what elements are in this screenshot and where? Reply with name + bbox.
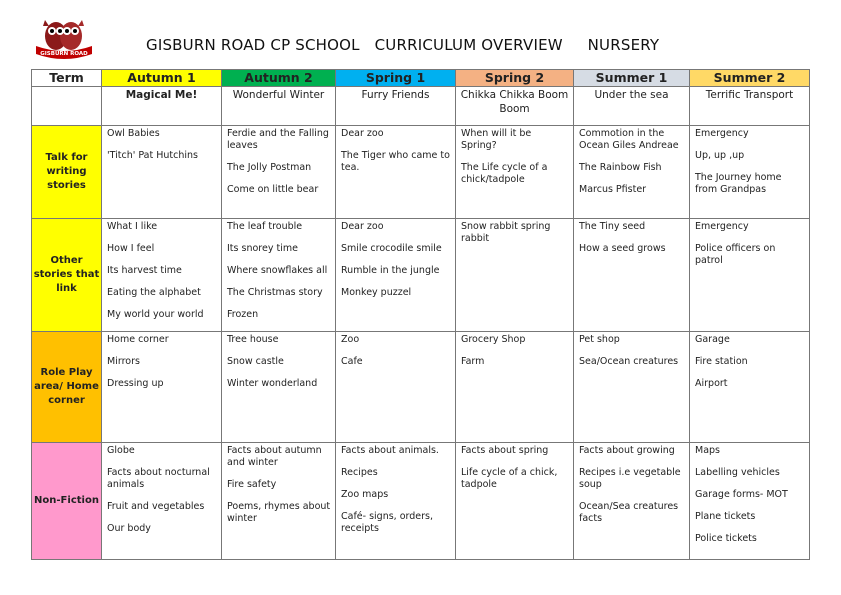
list-item: Emergency [695, 128, 749, 139]
list-item: Where snowflakes all [227, 265, 328, 276]
term-spring-1: Spring 1 [336, 70, 456, 87]
list-item: The Life cycle of a chick/tadpole [461, 162, 548, 185]
list-item: Garage [695, 334, 730, 345]
list-item: My world your world [107, 309, 204, 320]
list-item: Fire station [695, 356, 748, 367]
list-item: The leaf trouble [227, 221, 303, 232]
list-item: Dear zoo [341, 221, 384, 232]
list-item: Smile crocodile smile [341, 243, 442, 254]
list-item: Plane tickets [695, 511, 756, 522]
table-cell [336, 332, 456, 443]
table-cell [222, 443, 336, 560]
table-cell [222, 126, 336, 219]
table-cell [102, 443, 222, 560]
list-item: Its snorey time [227, 243, 298, 254]
list-item: Its harvest time [107, 265, 182, 276]
table-cell [222, 219, 336, 332]
list-item: Garage forms- MOT [695, 489, 788, 500]
table-row [32, 443, 810, 560]
term-header-row [32, 70, 810, 87]
table-cell [456, 126, 574, 219]
curriculum-table [31, 69, 810, 560]
term-spring-2: Spring 2 [456, 70, 574, 87]
list-item: Eating the alphabet [107, 287, 201, 298]
theme-cell: Under the sea [574, 87, 690, 126]
list-item: The Christmas story [227, 287, 323, 298]
theme-cell: Wonderful Winter [222, 87, 336, 126]
table-cell [574, 332, 690, 443]
term-autumn-1: Autumn 1 [102, 70, 222, 87]
list-item: How a seed grows [579, 243, 666, 254]
list-item: Farm [461, 356, 485, 367]
list-item: Dear zoo [341, 128, 384, 139]
theme-cell: Chikka Chikka Boom Boom [456, 87, 574, 126]
list-item: Rumble in the jungle [341, 265, 440, 276]
table-cell [336, 219, 456, 332]
theme-cell: Furry Friends [336, 87, 456, 126]
list-item: Cafe [341, 356, 363, 367]
theme-cell: Magical Me! [102, 87, 222, 126]
page-title: GISBURN ROAD CP SCHOOL CURRICULUM OVERVIEW NURSERY [146, 36, 660, 54]
list-item: Winter wonderland [227, 378, 318, 389]
list-item: How I feel [107, 243, 155, 254]
list-item: Up, up ,up [695, 150, 745, 161]
table-row [32, 332, 810, 443]
list-item: Marcus Pfister [579, 184, 647, 195]
school-logo [30, 12, 98, 68]
table-cell [102, 332, 222, 443]
list-item: Facts about autumn and winter [227, 445, 322, 468]
theme-row [32, 87, 810, 126]
list-item: Fire safety [227, 479, 277, 490]
list-item: Recipes [341, 467, 378, 478]
table-row [32, 126, 810, 219]
table-cell [574, 219, 690, 332]
term-autumn-2: Autumn 2 [222, 70, 336, 87]
row-label: Non-Fiction [32, 443, 102, 560]
list-item: Come on little bear [227, 184, 319, 195]
list-item: Snow rabbit spring rabbit [461, 221, 551, 244]
list-item: The Jolly Postman [227, 162, 312, 173]
list-item: The Rainbow Fish [579, 162, 662, 173]
list-item: 'Titch' Pat Hutchins [107, 150, 198, 161]
list-item: Facts about nocturnal animals [107, 467, 210, 490]
term-header: Term [32, 70, 102, 87]
list-item: Fruit and vegetables [107, 501, 205, 512]
list-item: Zoo [341, 334, 360, 345]
table-cell [690, 332, 810, 443]
list-item: Monkey puzzel [341, 287, 412, 298]
list-item: Commotion in the Ocean Giles Andreae [579, 128, 679, 151]
logo-text: GISBURN ROAD [40, 51, 88, 57]
list-item: Home corner [107, 334, 169, 345]
list-item: What I like [107, 221, 158, 232]
table-cell [336, 126, 456, 219]
list-item: Poems, rhymes about winter [227, 501, 331, 524]
list-item: Ocean/Sea creatures facts [579, 501, 679, 524]
table-cell [574, 443, 690, 560]
list-item: Mirrors [107, 356, 140, 367]
list-item: Tree house [227, 334, 279, 345]
list-item: When will it be Spring? [461, 128, 532, 151]
list-item: Snow castle [227, 356, 284, 367]
table-cell [574, 126, 690, 219]
table-cell [690, 443, 810, 560]
row-label: Other stories that link [32, 219, 102, 332]
table-cell [222, 332, 336, 443]
list-item: Ferdie and the Falling leaves [227, 128, 329, 151]
table-row [32, 219, 810, 332]
list-item: Sea/Ocean creatures [579, 356, 679, 367]
row-label: Role Play area/ Home corner [32, 332, 102, 443]
theme-cell: Terrific Transport [690, 87, 810, 126]
list-item: Facts about spring [461, 445, 549, 456]
term-summer-2: Summer 2 [690, 70, 810, 87]
list-item: The Tiger who came to tea. [341, 150, 450, 173]
theme-empty [32, 87, 102, 126]
list-item: Life cycle of a chick, tadpole [461, 467, 558, 490]
table-cell [456, 219, 574, 332]
list-item: The Journey home from Grandpas [695, 172, 782, 195]
table-cell [456, 443, 574, 560]
list-item: Café- signs, orders, receipts [341, 511, 434, 534]
list-item: Emergency [695, 221, 749, 232]
list-item: Frozen [227, 309, 259, 320]
list-item: Globe [107, 445, 135, 456]
list-item: Maps [695, 445, 720, 456]
list-item: Pet shop [579, 334, 620, 345]
list-item: Dressing up [107, 378, 164, 389]
list-item: Zoo maps [341, 489, 389, 500]
list-item: The Tiny seed [579, 221, 646, 232]
list-item: Labelling vehicles [695, 467, 780, 478]
list-item: Facts about growing [579, 445, 675, 456]
list-item: Our body [107, 523, 151, 534]
term-summer-1: Summer 1 [574, 70, 690, 87]
table-cell [456, 332, 574, 443]
table-cell [102, 126, 222, 219]
table-cell [690, 126, 810, 219]
list-item: Grocery Shop [461, 334, 526, 345]
row-label: Talk for writing stories [32, 126, 102, 219]
table-cell [336, 443, 456, 560]
table-cell [102, 219, 222, 332]
list-item: Recipes i.e vegetable soup [579, 467, 681, 490]
list-item: Owl Babies [107, 128, 160, 139]
list-item: Airport [695, 378, 728, 389]
list-item: Police officers on patrol [695, 243, 776, 266]
list-item: Police tickets [695, 533, 757, 544]
table-cell [690, 219, 810, 332]
list-item: Facts about animals. [341, 445, 439, 456]
